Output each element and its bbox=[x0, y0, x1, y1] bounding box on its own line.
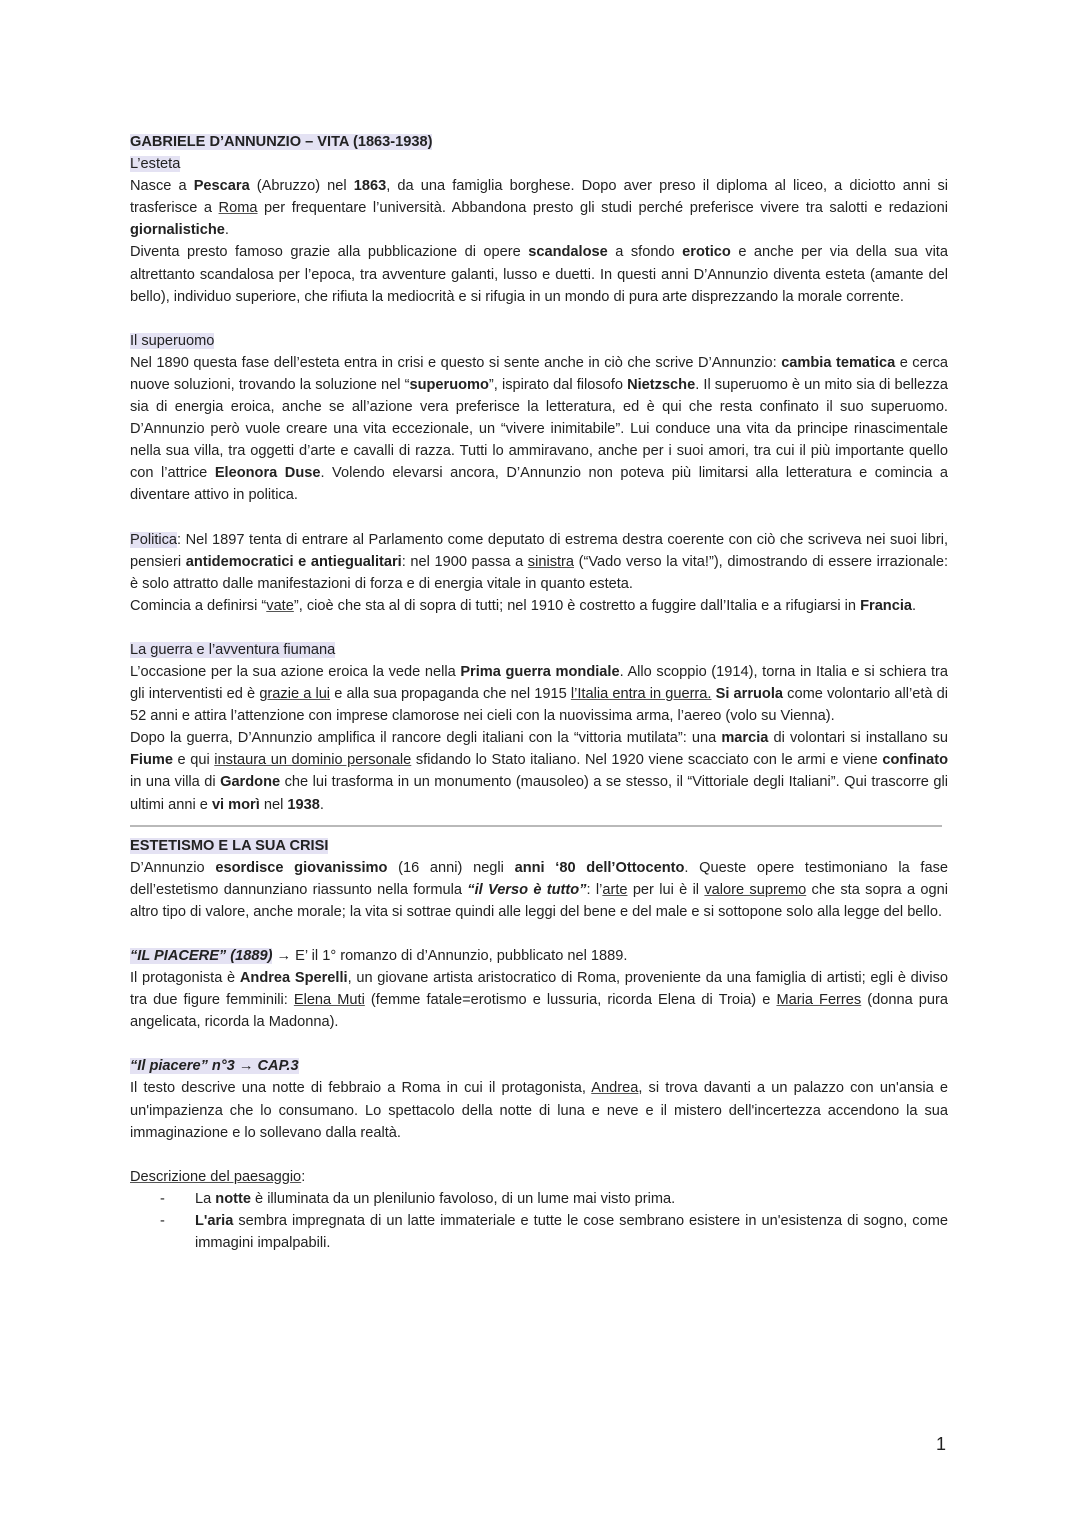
list-item: - La notte è illuminata da un plenilunio favoloso, di un lume mai visto prima. bbox=[160, 1190, 676, 1207]
paragraph-politica: Politica: Nel 1897 tenta di entrare al Parlamento come deputato di estrema destra coerente con ciò che scriveva nei suoi libri, pensieri antidemocratici e antiegualitari: nel 1900 passa a sinistra (“Vado verso la vita!”), dimostrando di essere irrazionale: è solo attratto dalle manifestazioni di forza e di energia vitale in quanto esteta. bbox=[130, 531, 948, 592]
section-title-estetismo: ESTETISMO E LA SUA CRISI bbox=[130, 837, 329, 854]
paragraph-fama: Diventa presto famoso grazie alla pubblicazione di opere scandalose a sfondo erotico e anche per via della sua vita altrettanto scandalosa per l’epoca, tra avventure galanti, lusso e duetti. In questi anni D’Annunzio diventa esteta (amante del bello), individuo superiore, che rifiuta la mediocrità e si rifugia in un mondo di pura arte disprezzando la morale corrente. bbox=[130, 244, 948, 305]
paragraph-vate: Comincia a definirsi “vate”, cioè che sta al di sopra di tutti; nel 1910 è costretto a fuggire dall’Italia e a rifugiarsi in Francia. bbox=[130, 597, 917, 614]
paragraph-guerra: L’occasione per la sua azione eroica la vede nella Prima guerra mondiale. Allo scoppio (1914), torna in Italia e si schiera tra gli interventisti ed è grazie a lui e alla sua propaganda che nel 1915 l’Italia entra in guerra. Si arruola come volontario all’età di 52 anni e attira l’attenzione con imprese clamorose nei cieli con la nuovissima arma, l’aereo (volo su Vienna). bbox=[130, 663, 949, 725]
document-page bbox=[130, 131, 948, 1254]
heading-il-piacere: “IL PIACERE” (1889) → E’ il 1° romanzo di d’Annunzio, pubblicato nel 1889. bbox=[130, 948, 628, 964]
paragraph-superuomo: Nel 1890 questa fase dell’esteta entra in crisi e questo si sente anche in ciò che scrive D’Annunzio: cambia tematica e cerca nuove soluzioni, trovando la soluzione nel “superuomo”, ispirato dal filosofo Nietzsche. Il superuomo è un mito sia di bellezza sia di energia eroica, anche se all’azione vera preferisce la letteratura, ed è qui che resta confinato il suo superuomo. D’Annunzio però vuole creare una vita eccezionale, un “vivere inimitabile”. Lui conduce una vita da principe rinascimentale nella sua villa, tra oggetti d’arte e cavalli di razza. Tutti lo ammiravano, anche per i suoi amori, tra cui il più importante quello con l’attrice Eleonora Duse. Volendo elevarsi ancora, D’Annunzio non poteva più limitarsi alla letteratura e comincia a diventare attivo in politica. bbox=[130, 354, 949, 504]
subtitle-superuomo: Il superuomo bbox=[130, 332, 215, 349]
paragraph-estetismo: D’Annunzio esordisce giovanissimo (16 anni) negli anni ‘80 dell’Ottocento. Queste opere testimoniano la fase dell’estetismo dannunziano riassunto nella formula “il Verso è tutto”: l’arte per lui è il valore supremo che sta sopra a ogni altro tipo di valore, anche morale; la vita si sottrae quindi alle leggi del bene e del male e si sottopone solo alla legge del bello. bbox=[130, 859, 948, 920]
paragraph-nascita: Nasce a Pescara (Abruzzo) nel 1863, da una famiglia borghese. Dopo aver preso il diploma al liceo, a diciotto anni si trasferisce a Roma per frequentare l’università. Abbandona presto gli studi perché preferisce vivere tra salotti e redazioni giornalistiche. bbox=[130, 178, 948, 239]
subtitle-guerra: La guerra e l’avventura fiumana bbox=[130, 641, 336, 658]
paragraph-notte: Il testo descrive una notte di febbraio a Roma in cui il protagonista, Andrea, si trova davanti a un palazzo con un'ansia e un'impazienza che lo consumano. Lo spettacolo della notte di luna e neve e il mistero dell'incertezza accendono la sua immaginazione e lo sollevano dalla realtà. bbox=[130, 1080, 948, 1141]
section-title-vita: GABRIELE D’ANNUNZIO – VITA (1863-1938) bbox=[130, 134, 433, 150]
paragraph-protagonista: Il protagonista è Andrea Sperelli, un giovane artista aristocratico di Roma, proveniente da una famiglia di artisti; egli è diviso tra due figure femminili: Elena Muti (femme fatale=erotismo e lussuria, ricorda Elena di Troia) e Maria Ferres (donna pura angelicata, ricorda la Madonna). bbox=[130, 970, 949, 1031]
paesaggio-list bbox=[130, 1188, 948, 1254]
list-title-paesaggio: Descrizione del paesaggio: bbox=[130, 1168, 306, 1185]
heading-cap3: “Il piacere” n°3 → CAP.3 bbox=[130, 1058, 299, 1075]
subtitle-esteta: L’esteta bbox=[130, 156, 181, 173]
page-number: 1 bbox=[936, 1434, 947, 1454]
list-item: - L'aria sembra impregnata di un latte immateriale e tutte le cose sembrano esistere in un'esistenza di sogno, come immagini impalpabili. bbox=[160, 1212, 948, 1252]
paragraph-fiume: Dopo la guerra, D’Annunzio amplifica il rancore degli italiani con la “vittoria mutilata”: una marcia di volontari si installano su Fiume e qui instaura un dominio personale sfidando lo Stato italiano. Nel 1920 viene scacciato con le armi e viene confinato in una villa di Gardone che lui trasforma in un monumento (mausoleo) a se stesso, il “Vittoriale degli Italiani”. Qui trascorre gli ultimi anni e vi morì nel 1938. bbox=[130, 730, 949, 813]
horizontal-divider bbox=[130, 825, 942, 827]
label-politica: Politica bbox=[130, 531, 178, 548]
